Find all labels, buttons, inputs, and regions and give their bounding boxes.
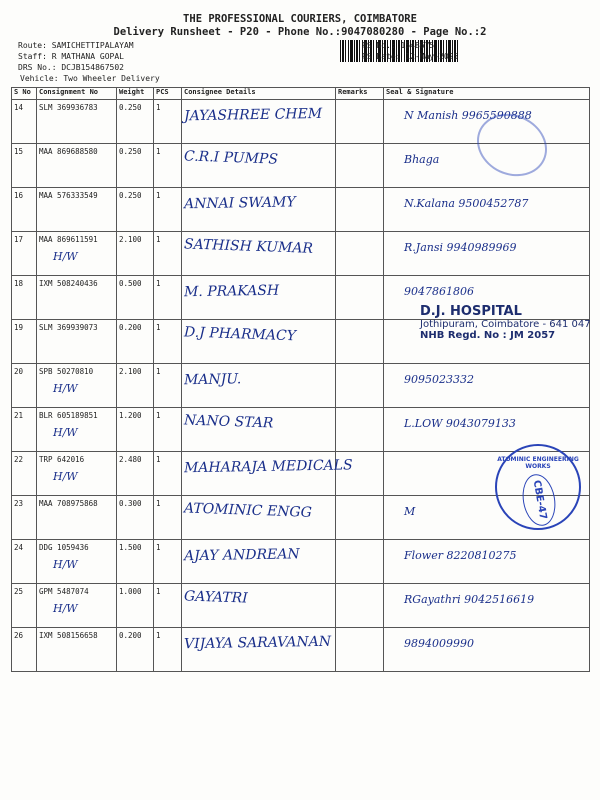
table-header-row [12,88,590,100]
cell-consignee [182,188,336,232]
handwritten-consignee: NANO STAR [183,412,274,432]
cell-pcs: 1 [154,100,182,144]
cell-consignment-no [37,628,117,672]
handwritten-consignee: MANJU. [183,371,242,389]
cell-sno: 23 [12,496,37,540]
handwritten-note: H/W [53,470,78,483]
handwritten-note: H/W [53,426,78,439]
staff-label: Staff: R MATHANA GOPAL [18,52,124,61]
table-row [12,408,590,452]
handwritten-note: H/W [53,602,78,615]
handwritten-consignee: ATOMINIC ENGG [183,500,313,521]
handwritten-consignee: MAHARAJA MEDICALS [183,457,353,477]
cell-consignment-no [37,144,117,188]
seal-code: CBE-47 [519,472,560,529]
col-header-consignee: Consignee Details [182,88,336,100]
cell-pcs: 1 [154,188,182,232]
consignment-number: SLM 369936783 [39,103,98,112]
cell-pcs: 1 [154,364,182,408]
cell-consignee [182,628,336,672]
cell-sno: 24 [12,540,37,584]
consignment-number: MAA 869611591 [39,235,98,244]
handwritten-consignee: AJAY ANDREAN [183,546,300,565]
consignment-number: MAA 708975868 [39,499,98,508]
hospital-registration: NHB Regd. No : JM 2057 [420,330,556,341]
cell-pcs: 1 [154,408,182,452]
handwritten-consignee: D.J PHARMACY [183,324,297,345]
cell-consignment-no [37,188,117,232]
hospital-address: Jothipuram, Coimbatore - 641 047 [420,319,591,330]
consignment-number: TRP 642016 [39,455,85,464]
cell-signature [384,188,590,232]
cell-consignee [182,364,336,408]
rs-date: RS Date: 12-May-2025 [362,52,459,61]
cell-sno: 19 [12,320,37,364]
cell-consignment-no [37,100,117,144]
cell-remarks [336,232,384,276]
cell-weight: 0.200 [117,320,154,364]
cell-consignee [182,584,336,628]
vehicle-label: Vehicle: Two Wheeler Delivery [20,74,160,83]
handwritten-signature: Bhaga [404,153,440,166]
cell-sno: 26 [12,628,37,672]
consignment-number: SLM 369939073 [39,323,98,332]
company-title: THE PROFESSIONAL COURIERS, COIMBATORE [183,13,417,25]
hospital-stamp [420,304,591,341]
col-header-sno: S No [12,88,37,100]
cell-consignment-no [37,232,117,276]
cell-pcs: 1 [154,232,182,276]
col-header-remarks: Remarks [336,88,384,100]
consignment-number: BLR 605189851 [39,411,98,420]
cell-remarks [336,100,384,144]
consignment-number: IXM 508240436 [39,279,98,288]
cell-pcs: 1 [154,540,182,584]
cell-consignment-no [37,540,117,584]
cell-consignee [182,276,336,320]
cell-pcs: 1 [154,320,182,364]
runsheet-subtitle: Delivery Runsheet - P20 - Phone No.:9047080280 - Page No.:2 [113,26,487,38]
handwritten-consignee: M. PRAKASH [183,282,280,301]
cell-consignment-no [37,496,117,540]
cell-signature [384,364,590,408]
cell-remarks [336,276,384,320]
handwritten-signature: L.LOW 9043079133 [404,417,516,430]
handwritten-consignee: VIJAYA SARAVANAN [183,633,332,653]
cell-weight: 0.500 [117,276,154,320]
cell-remarks [336,188,384,232]
cell-consignment-no [37,452,117,496]
cell-consignment-no [37,276,117,320]
handwritten-signature: 9047861806 [404,285,474,298]
handwritten-consignee: JAYASHREE CHEM [183,105,323,125]
cell-remarks [336,628,384,672]
cell-sno: 20 [12,364,37,408]
handwritten-note: H/W [53,558,78,571]
handwritten-signature: M [404,505,416,518]
cell-sno: 25 [12,584,37,628]
cell-weight: 0.300 [117,496,154,540]
col-header-weight: Weight [117,88,154,100]
cell-signature [384,584,590,628]
cell-consignment-no [37,364,117,408]
cell-pcs: 1 [154,496,182,540]
table-row [12,364,590,408]
handwritten-signature: N Manish 9965590888 [404,109,532,122]
cell-weight: 1.000 [117,584,154,628]
cell-consignee [182,232,336,276]
cell-signature [384,540,590,584]
cell-sno: 21 [12,408,37,452]
cell-weight: 0.250 [117,144,154,188]
runsheet-table [11,87,590,672]
handwritten-consignee: SATHISH KUMAR [183,236,314,257]
cell-signature [384,408,590,452]
cell-remarks [336,540,384,584]
table-row [12,188,590,232]
cell-consignee [182,100,336,144]
col-header-consignment: Consignment No [37,88,117,100]
cell-weight: 2.100 [117,364,154,408]
cell-weight: 2.100 [117,232,154,276]
handwritten-consignee: ANNAI SWAMY [183,194,296,213]
handwritten-signature: R.Jansi 9940989969 [404,241,517,254]
col-header-signature: Seal & Signature [384,88,590,100]
cell-weight: 1.200 [117,408,154,452]
route-label: Route: SAMICHETTIPALAYAM [18,41,134,50]
consignment-number: DDG 1059436 [39,543,89,552]
cell-sno: 15 [12,144,37,188]
handwritten-signature: RGayathri 9042516619 [404,593,535,606]
cell-consignee [182,496,336,540]
table-row [12,584,590,628]
hospital-name: D.J. HOSPITAL [420,304,522,319]
cell-pcs: 1 [154,276,182,320]
company-seal [495,444,581,530]
handwritten-note: H/W [53,250,78,263]
cell-weight: 0.200 [117,628,154,672]
handwritten-signature: Flower 8220810275 [404,549,517,562]
cell-pcs: 1 [154,452,182,496]
cell-remarks [336,364,384,408]
cell-sno: 22 [12,452,37,496]
rs-number: RS No.: 1548675 [362,41,435,50]
cell-signature [384,232,590,276]
cell-consignee [182,408,336,452]
cell-remarks [336,584,384,628]
cell-sno: 14 [12,100,37,144]
handwritten-consignee: C.R.I PUMPS [183,148,279,168]
cell-consignment-no [37,408,117,452]
consignment-number: GPM 5487074 [39,587,89,596]
cell-consignee [182,452,353,496]
cell-signature [384,628,590,672]
cell-consignment-no [37,320,117,364]
cell-sno: 16 [12,188,37,232]
handwritten-signature: 9894009990 [404,637,474,650]
handwritten-signature: 9095023332 [404,373,474,386]
cell-pcs: 1 [154,628,182,672]
handwritten-signature: N.Kalana 9500452787 [404,197,529,210]
table-row [12,628,590,672]
cell-weight: 2.480 [117,452,154,496]
handwritten-note: H/W [53,382,78,395]
seal-text: ATOMINIC ENGINEERING WORKS [497,456,579,470]
cell-weight: 0.250 [117,188,154,232]
consignment-number: MAA 869688580 [39,147,98,156]
cell-consignee [182,144,336,188]
cell-pcs: 1 [154,584,182,628]
handwritten-consignee: GAYATRI [183,588,248,607]
drs-number: DRS No.: DCJB154867502 [18,63,124,72]
table-row [12,232,590,276]
cell-consignment-no [37,584,117,628]
cell-remarks [336,496,384,540]
cell-pcs: 1 [154,144,182,188]
cell-remarks [336,144,384,188]
cell-consignee [182,540,336,584]
cell-weight: 1.500 [117,540,154,584]
cell-sno: 17 [12,232,37,276]
cell-remarks [336,408,384,452]
cell-remarks [336,320,384,364]
cell-consignee [182,320,336,364]
table-row [12,540,590,584]
consignment-number: MAA 576333549 [39,191,98,200]
consignment-number: IXM 508156658 [39,631,98,640]
consignment-number: SPB 50270810 [39,367,94,376]
col-header-pcs: PCS [154,88,182,100]
cell-sno: 18 [12,276,37,320]
cell-weight: 0.250 [117,100,154,144]
